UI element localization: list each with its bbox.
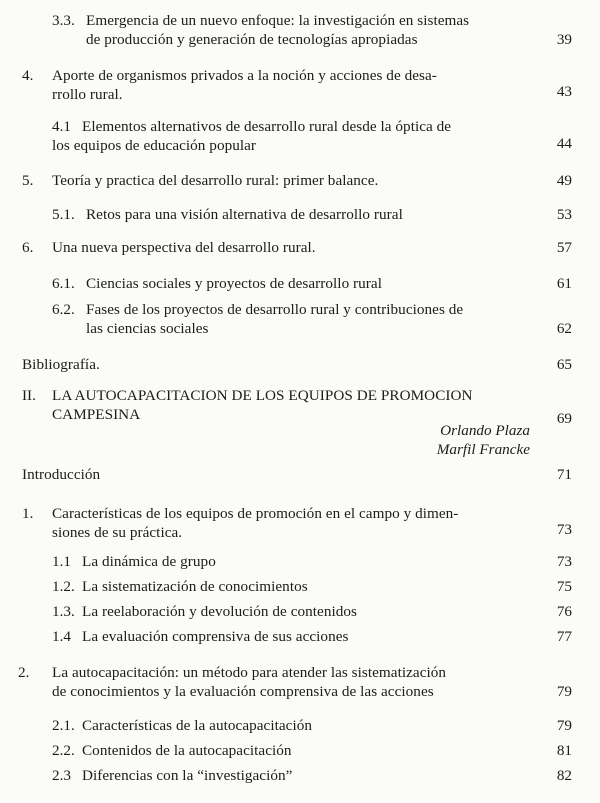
entry-title-line: Fases de los proyectos de desarrollo rural y contribuciones de	[86, 301, 464, 318]
entry-title-line: La evaluación comprensiva de sus acciones	[82, 628, 349, 645]
entry-title-line: de producción y generación de tecnologías apropiadas	[86, 31, 418, 48]
page-number: 79	[556, 683, 572, 700]
entry-title-line: Introducción	[22, 466, 101, 483]
page-number: 53	[556, 206, 572, 223]
author-name: Orlando Plaza	[440, 422, 530, 439]
entry-title-line: Ciencias sociales y proyectos de desarrollo rural	[86, 275, 382, 292]
page-number: 43	[556, 83, 572, 100]
entry-title-line: La dinámica de grupo	[82, 553, 216, 570]
entry-title-line: Contenidos de la autocapacitación	[82, 742, 292, 759]
entry-number: 6.2.	[52, 301, 75, 318]
entry-title-line: Retos para una visión alternativa de desarrollo rural	[86, 206, 403, 223]
entry-title-line: La reelaboración y devolución de contenidos	[82, 603, 357, 620]
chapter-title-line: LA AUTOCAPACITACION DE LOS EQUIPOS DE PROMOCION	[52, 387, 473, 404]
entry-title-line: Una nueva perspectiva del desarrollo rural.	[52, 239, 316, 256]
entry-title-line: Aporte de organismos privados a la noción y acciones de desa-	[52, 67, 437, 84]
page-number: 71	[556, 466, 572, 483]
entry-number: 6.1.	[52, 275, 75, 292]
page-number: 57	[556, 239, 572, 256]
entry-title-line: Teoría y practica del desarrollo rural: primer balance.	[52, 172, 379, 189]
entry-title-line: La sistematización de conocimientos	[82, 578, 308, 595]
entry-number: 6.	[22, 239, 34, 256]
page-number: 82	[556, 767, 572, 784]
entry-title-line: siones de su práctica.	[52, 524, 183, 541]
entry-title-line: Elementos alternativos de desarrollo rural desde la óptica de	[82, 118, 452, 135]
entry-title-line: Diferencias con la “investigación”	[82, 767, 293, 784]
entry-number: 1.1	[52, 553, 71, 570]
entry-number: 2.3	[52, 767, 71, 784]
entry-title-line: rrollo rural.	[52, 86, 123, 103]
chapter-number: II.	[22, 387, 36, 404]
page-number: 62	[556, 320, 572, 337]
page-number: 65	[556, 356, 572, 373]
page-number: 79	[556, 717, 572, 734]
entry-number: 1.3.	[52, 603, 75, 620]
entry-title-line: los equipos de educación popular	[52, 137, 257, 154]
entry-number: 4.	[22, 67, 34, 84]
entry-title-line: Características de la autocapacitación	[82, 717, 313, 734]
entry-title-line: de conocimientos y la evaluación comprensiva de las acciones	[52, 683, 434, 700]
entry-number: 4.1	[52, 118, 71, 135]
entry-number: 3.3.	[52, 12, 75, 29]
page-number: 81	[556, 742, 572, 759]
entry-number: 1.4	[52, 628, 71, 645]
entry-number: 5.1.	[52, 206, 75, 223]
entry-number: 2.2.	[52, 742, 75, 759]
entry-title-line: Características de los equipos de promoción en el campo y dimen-	[52, 505, 459, 522]
entry-title-line: La autocapacitación: un método para atender las sistematización	[52, 664, 447, 681]
page-number: 73	[556, 521, 572, 538]
page-number: 69	[556, 410, 572, 427]
page-number: 73	[556, 553, 572, 570]
entry-number: 1.2.	[52, 578, 75, 595]
page-number: 76	[556, 603, 572, 620]
page-number: 61	[556, 275, 572, 292]
entry-number: 1.	[22, 505, 34, 522]
entry-number: 2.	[18, 664, 30, 681]
page-number: 39	[556, 31, 572, 48]
chapter-title-line: CAMPESINA	[52, 406, 141, 423]
author-name: Marfil Francke	[436, 441, 530, 458]
entry-title-line: Bibliografía.	[22, 356, 100, 373]
entry-title-line: Emergencia de un nuevo enfoque: la investigación en sistemas	[86, 12, 470, 29]
entry-title-line: las ciencias sociales	[86, 320, 209, 337]
page-number: 49	[556, 172, 572, 189]
entry-number: 5.	[22, 172, 34, 189]
page-number: 77	[556, 628, 572, 645]
entry-number: 2.1.	[52, 717, 75, 734]
page-number: 44	[556, 135, 572, 152]
page-number: 75	[556, 578, 572, 595]
